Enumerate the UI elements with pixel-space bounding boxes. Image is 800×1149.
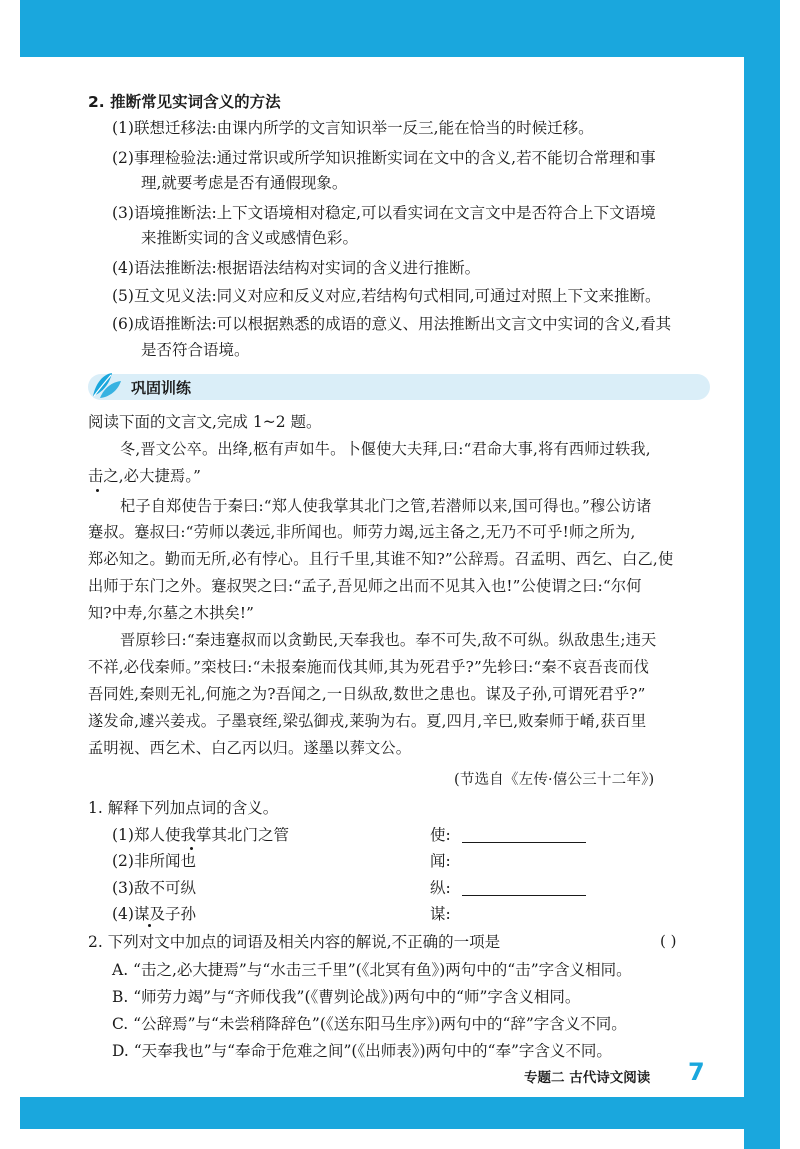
q1-item: (2)非所闻也 xyxy=(112,852,196,870)
answer-line[interactable] xyxy=(462,895,586,896)
classical-line: 孟明视、西乞术、白乙丙以归。遂墨以葬文公。 xyxy=(88,739,412,757)
method-item: (4)语法推断法:根据语法结构对实词的含义进行推断。 xyxy=(112,259,481,277)
q2-option-b: B. “师劳力竭”与“齐师伐我”(《曹刿论战》)两句中的“师”字含义相同。 xyxy=(112,988,581,1006)
classical-line: 晋原轸曰:“秦违蹇叔而以贪勤民,天奉我也。奉不可失,敌不可纵。纵敌患生;违天 xyxy=(120,631,657,649)
q1-item: (1)郑人使我掌其北门之管 xyxy=(112,826,289,844)
q2-option-a: A. “击之,必大捷焉”与“水击三千里”(《北冥有鱼》)两句中的“击”字含义相同。 xyxy=(112,961,632,979)
classical-line: 出师于东门之外。蹇叔哭之曰:“孟子,吾见师之出而不见其入也!”公使谓之曰:“尔何 xyxy=(88,577,642,595)
answer-bracket[interactable]: ( ) xyxy=(660,932,677,950)
classical-line: 遂发命,遽兴姜戎。子墨衰绖,梁弘御戎,莱驹为右。夏,四月,辛巳,败秦师于崤,获百里 xyxy=(88,712,647,730)
classical-line: 知?中寿,尔墓之木拱矣!” xyxy=(88,604,255,622)
q1-item: (3)敌不可纵 xyxy=(112,879,196,897)
practice-title: 巩固训练 xyxy=(131,379,192,397)
q1-answer-label: 谋: xyxy=(430,905,451,923)
emphasis-dot xyxy=(148,924,151,927)
q1-item: (4)谋及子孙 xyxy=(112,905,196,923)
q2-option-d: D. “天奉我也”与“奉命于危难之间”(《出师表》)两句中的“奉”字含义不同。 xyxy=(112,1042,612,1060)
q2-option-c: C. “公辞焉”与“未尝稍降辞色”(《送东阳马生序》)两句中的“辞”字含义不同。 xyxy=(112,1015,627,1033)
method-item: (5)互文见义法:同义对应和反义对应,若结构句式相同,可通过对照上下文来推断。 xyxy=(112,287,661,305)
method-item: (3)语境推断法:上下文语境相对稳定,可以看实词在文言文中是否符合上下文语境 xyxy=(112,204,656,222)
reading-instruction: 阅读下面的文言文,完成 1~2 题。 xyxy=(88,413,322,431)
q1-answer-label: 纵: xyxy=(430,879,451,897)
classical-line: 蹇叔。蹇叔曰:“劳师以袭远,非所闻也。师劳力竭,远主备之,无乃不可乎!师之所为, xyxy=(88,523,636,541)
q1-answer-label: 闻: xyxy=(430,852,451,870)
method-item-cont: 来推断实词的含义或感情色彩。 xyxy=(141,229,359,247)
method-item: (1)联想迁移法:由课内所学的文言知识举一反三,能在恰当的时候迁移。 xyxy=(112,119,594,137)
section-heading: 2. 推断常见实词含义的方法 xyxy=(88,93,281,111)
classical-line: 杞子自郑使告于秦曰:“郑人使我掌其北门之管,若潜师以来,国可得也。”穆公访诸 xyxy=(120,497,652,515)
chapter-footer: 专题二 古代诗文阅读 xyxy=(524,1070,651,1086)
classical-line: 不祥,必伐秦师。”栾枝曰:“未报秦施而伐其师,其为死君乎?”先轸曰:“秦不哀吾丧而伐 xyxy=(88,658,650,676)
classical-line: 郑必知之。勤而无所,必有悖心。且行千里,其谁不知?”公辞焉。召孟明、西乞、白乙,使 xyxy=(88,550,674,568)
q1-answer-label: 使: xyxy=(430,826,451,844)
classical-line: 冬,晋文公卒。出绛,柩有声如牛。卜偃使大夫拜,曰:“君命大事,将有西师过轶我, xyxy=(120,440,651,458)
classical-line: 击之,必大捷焉。” xyxy=(88,467,202,485)
source-citation: (节选自《左传·僖公三十二年》) xyxy=(454,772,655,788)
method-item-cont: 理,就要考虑是否有通假现象。 xyxy=(141,174,348,192)
question-2-stem: 2. 下列对文中加点的词语及相关内容的解说,不正确的一项是 xyxy=(88,933,501,951)
method-item: (2)事理检验法:通过常识或所学知识推断实词在文中的含义,若不能切合常理和事 xyxy=(112,149,656,167)
classical-line: 吾同姓,秦则无礼,何施之为?吾闻之,一日纵敌,数世之患也。谋及子孙,可谓死君乎?” xyxy=(88,685,646,703)
answer-line[interactable] xyxy=(462,842,586,843)
emphasis-dot xyxy=(96,489,99,492)
question-1-stem: 1. 解释下列加点词的含义。 xyxy=(88,799,279,817)
method-item-cont: 是否符合语境。 xyxy=(141,341,250,359)
method-item: (6)成语推断法:可以根据熟悉的成语的意义、用法推断出文言文中实词的含义,看其 xyxy=(112,315,672,333)
page-number: 7 xyxy=(688,1058,705,1086)
leaf-icon xyxy=(90,370,124,402)
